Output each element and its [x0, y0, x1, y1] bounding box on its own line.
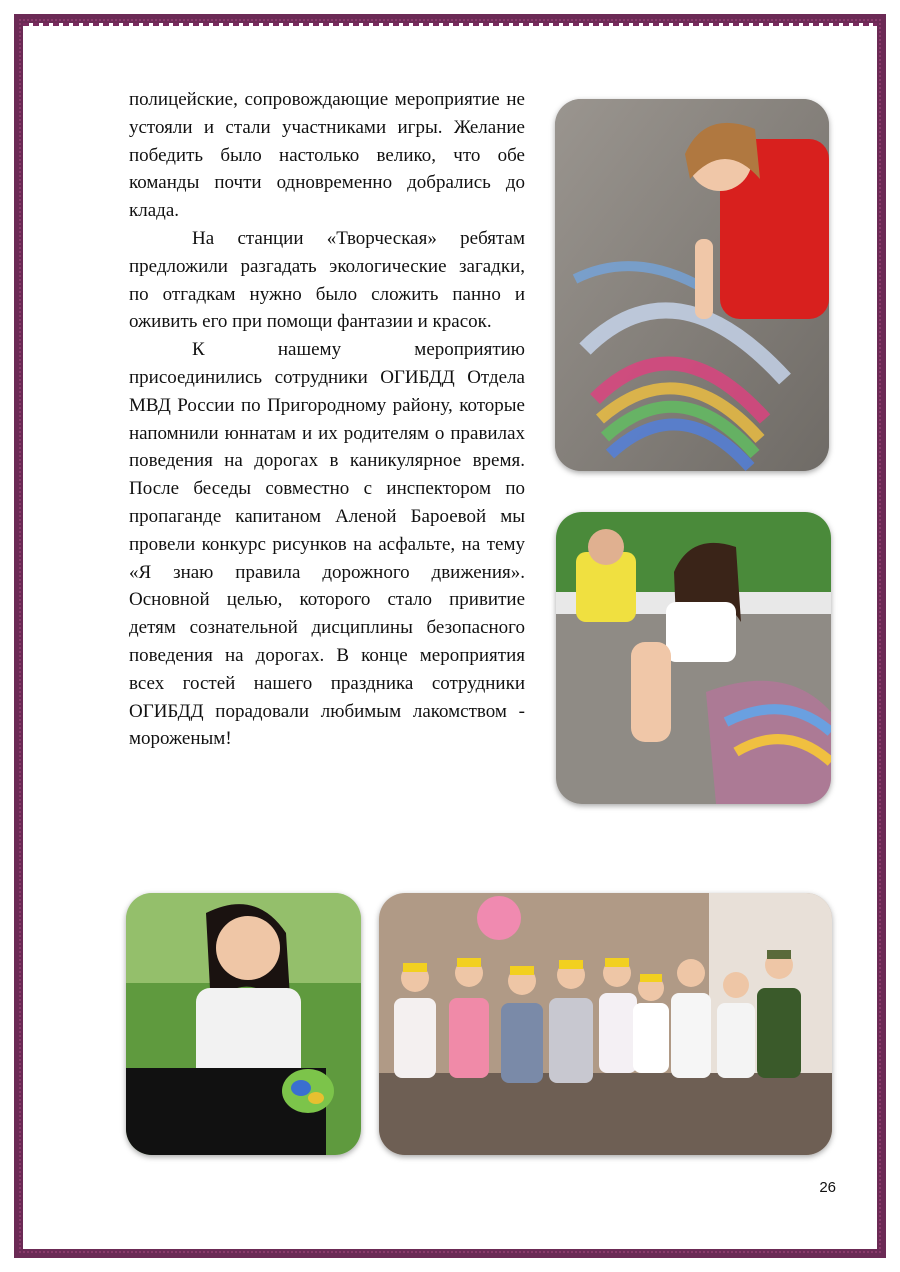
article-text: [129, 86, 525, 753]
photo-woman-painted-stone: [126, 893, 361, 1155]
photo-children-group: [379, 893, 832, 1155]
page-number: 26: [819, 1179, 836, 1196]
photo-girl-drawing-chalk: [555, 99, 829, 471]
paragraph-2: На станции «Творческая» ребятам предложили разгадать экологические загадки, по отгадкам нужно было сложить панно и оживить его при помощи фантазии и красок.: [129, 227, 525, 333]
paragraph-3: К нашему мероприятию присоединились сотрудники ОГИБДД Отдела МВД России по Пригородному району, которые напомнили юннатам и их родителям о правилах поведения на дорогах в каникулярное время. После беседы совместно с инспектором по пропаганде капитаном Аленой Бароевой мы провели конкурс рисунков на асфальте, на тему «Я знаю правила дорожного движения». Основной целью, которого стало привитие детям сознательной дисциплины безопасного поведения на дорогах. В конце мероприятия всех гостей нашего праздника сотрудники ОГИБДД порадовали любимым лакомством - мороженым!: [129, 339, 525, 750]
photo-girl-park-drawing: [556, 512, 831, 804]
paragraph-1: полицейские, сопровождающие мероприятие не устояли и стали участниками игры. Желание победить было настолько велико, что обе команды почти одновременно добрались до клада.: [129, 89, 525, 222]
